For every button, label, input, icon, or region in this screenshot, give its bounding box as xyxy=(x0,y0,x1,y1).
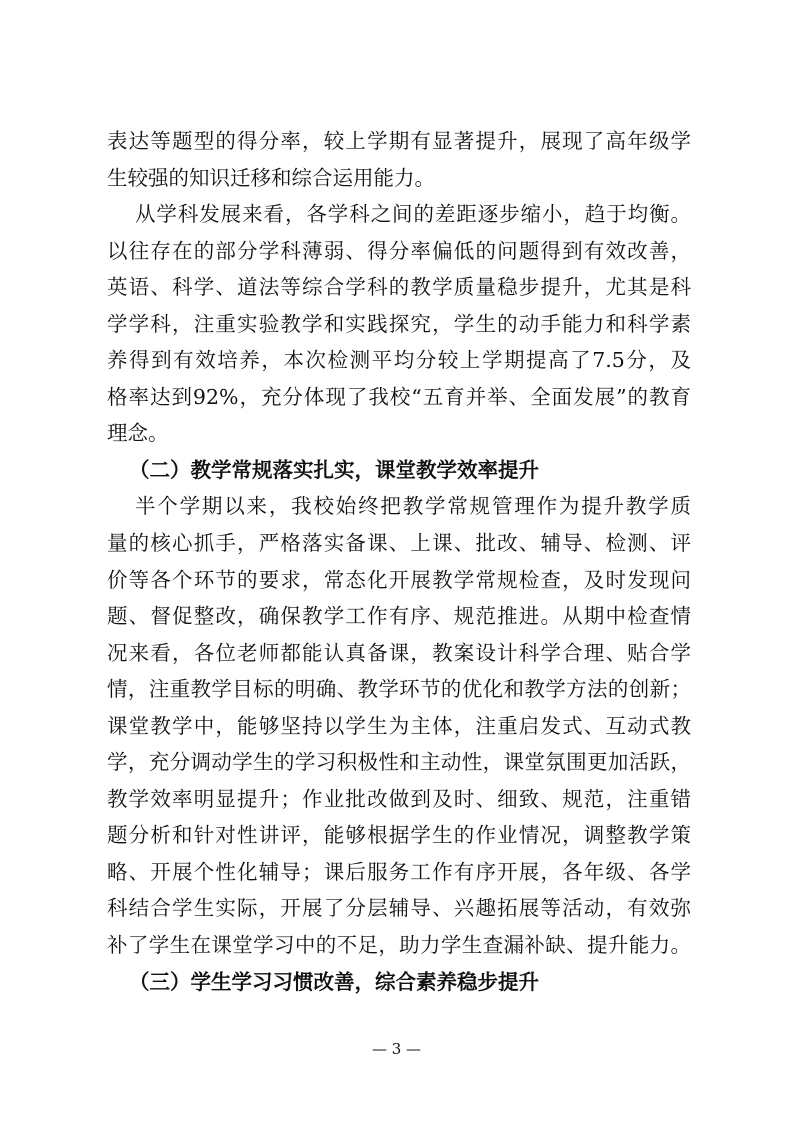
text-line: 以往存在的部分学科薄弱、得分率偏低的问题得到有效改善， xyxy=(107,238,691,263)
text-line: 养得到有效培养，本次检测平均分较上学期提高了7.5分，及 xyxy=(107,348,691,373)
text-line: 英语、科学、道法等综合学科的教学质量稳步提升，尤其是科 xyxy=(107,275,691,300)
text-line: 补了学生在课堂学习中的不足，助力学生查漏补缺、提升能力。 xyxy=(107,933,691,958)
page-number: — 3 — xyxy=(371,1040,422,1058)
text-line: 学学科，注重实验教学和实践探究，学生的动手能力和科学素 xyxy=(107,311,691,336)
section-heading: （三）学生学习习惯改善，综合素养稳步提升 xyxy=(129,969,539,994)
text-line: 表达等题型的得分率，较上学期有显著提升，展现了高年级学 xyxy=(107,129,691,153)
text-line: 理念。 xyxy=(107,421,169,446)
text-line: 量的核心抓手，严格落实备课、上课、批改、辅导、检测、评 xyxy=(107,531,691,556)
text-line: 课堂教学中，能够坚持以学生为主体，注重启发式、互动式教 xyxy=(107,713,691,738)
text-line: 情，注重教学目标的明确、教学环节的优化和教学方法的创新； xyxy=(107,677,691,702)
text-line: 格率达到92%，充分体现了我校“五育并举、全面发展”的教育 xyxy=(107,384,691,409)
text-line: 略、开展个性化辅导；课后服务工作有序开展，各年级、各学 xyxy=(107,859,691,884)
text-line: 从学科发展来看，各学科之间的差距逐步缩小，趋于均衡。 xyxy=(135,202,691,227)
text-line: 学，充分调动学生的学习积极性和主动性，课堂氛围更加活跃， xyxy=(107,750,691,775)
text-line: 题分析和针对性讲评，能够根据学生的作业情况，调整教学策 xyxy=(107,823,691,848)
document-body xyxy=(107,123,691,1000)
text-line: 半个学期以来，我校始终把教学常规管理作为提升教学质 xyxy=(135,494,691,519)
text-line: 教学效率明显提升；作业批改做到及时、细致、规范，注重错 xyxy=(107,786,691,811)
section-heading: （二）教学常规落实扎实，课堂教学效率提升 xyxy=(129,457,539,482)
text-line: 价等各个环节的要求，常态化开展教学常规检查，及时发现问 xyxy=(107,567,691,592)
text-line: 题、督促整改，确保教学工作有序、规范推进。从期中检查情 xyxy=(107,604,691,629)
text-line: 生较强的知识迁移和综合运用能力。 xyxy=(107,165,435,190)
text-line: 况来看，各位老师都能认真备课，教案设计科学合理、贴合学 xyxy=(107,640,691,665)
text-line: 科结合学生实际，开展了分层辅导、兴趣拓展等活动，有效弥 xyxy=(107,896,691,921)
